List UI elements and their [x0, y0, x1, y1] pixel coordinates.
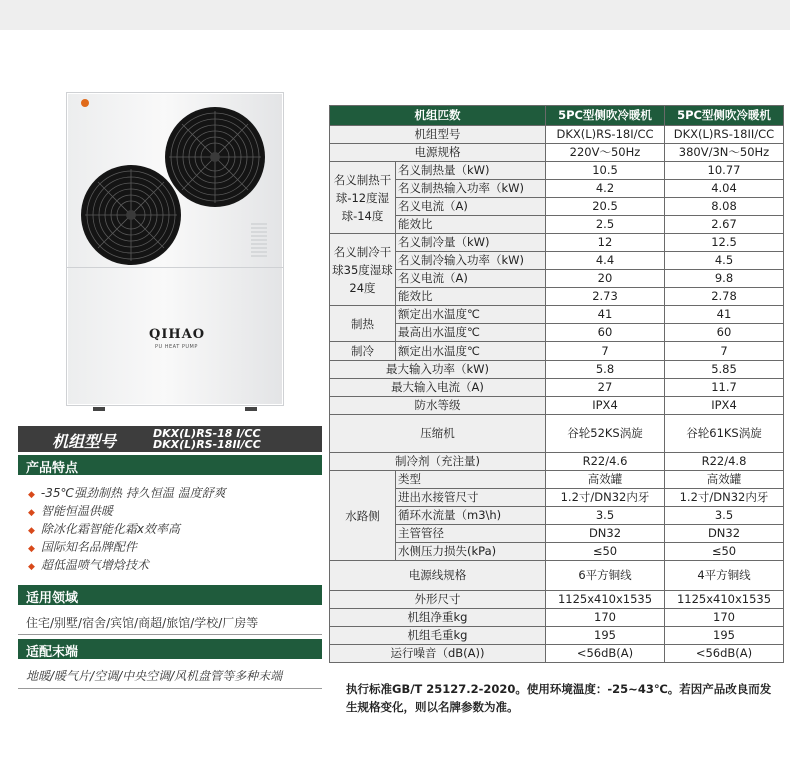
- footnote: 执行标准GB/T 25127.2-2020。使用环境温度：-25~43℃。若因产品改良而发生规格变化，则以名牌参数为准。: [346, 682, 772, 714]
- model-bar-model-2: DKX(L)RS-18II/CC: [153, 438, 261, 451]
- table-row: [330, 288, 784, 306]
- unit-foot-right: [245, 407, 257, 411]
- table-row: [330, 525, 784, 543]
- cell: 170: [665, 609, 784, 627]
- row-label: 最大输入电流（A): [330, 379, 546, 397]
- row-label: 名义制冷输入功率（kW): [396, 252, 546, 270]
- table-row: [330, 591, 784, 609]
- features-list: [18, 484, 322, 574]
- cell: 2.73: [546, 288, 665, 306]
- bullet-icon: ◆: [28, 562, 35, 572]
- spec-table: [329, 105, 784, 663]
- feature-item: [18, 520, 322, 538]
- row-label: 最高出水温度℃: [396, 324, 546, 342]
- cell: 7: [546, 342, 665, 361]
- table-row: [330, 561, 784, 591]
- divider: [18, 688, 322, 689]
- cell: 20.5: [546, 198, 665, 216]
- unit-foot-left: [93, 407, 105, 411]
- category-cell: 名义制热干球-12度湿球-14度: [330, 162, 396, 234]
- table-row: [330, 216, 784, 234]
- table-row: [330, 162, 784, 180]
- cell: 60: [546, 324, 665, 342]
- table-header-row: [330, 106, 784, 126]
- table-row: [330, 144, 784, 162]
- row-label: 名义电流（A): [396, 198, 546, 216]
- cell: 1.2寸/DN32内牙: [665, 489, 784, 507]
- table-row: [330, 306, 784, 324]
- row-label: 水侧压力损失(kPa): [396, 543, 546, 561]
- feature-item: [18, 502, 322, 520]
- table-row: [330, 324, 784, 342]
- row-label: 运行噪音（dB(A)): [330, 645, 546, 663]
- brand-subtext: PU HEAT PUMP: [155, 344, 198, 350]
- cell: 380V/3N～50Hz: [665, 144, 784, 162]
- cell: 5.85: [665, 361, 784, 379]
- side-vents: [251, 223, 267, 259]
- cell: 4.04: [665, 180, 784, 198]
- feature-text: -35℃强劲制热 持久恒温 温度舒爽: [40, 486, 226, 500]
- product-image: [66, 92, 284, 406]
- table-row: [330, 415, 784, 453]
- row-label: 机组型号: [330, 126, 546, 144]
- cell: 谷轮52KS涡旋: [546, 415, 665, 453]
- bullet-icon: ◆: [28, 508, 35, 518]
- header-cell: 5PC型侧吹冷暖机: [665, 106, 784, 126]
- row-label: 名义制冷量（kW): [396, 234, 546, 252]
- row-label: 最大输入功率（kW): [330, 361, 546, 379]
- table-row: [330, 609, 784, 627]
- feature-item: [18, 538, 322, 556]
- model-bar: [18, 426, 322, 452]
- row-label: 名义制热量（kW): [396, 162, 546, 180]
- cell: IPX4: [546, 397, 665, 415]
- top-band: [0, 0, 790, 30]
- features-heading: 产品特点: [18, 455, 322, 475]
- row-label: 循环水流量（m3\h): [396, 507, 546, 525]
- table-row: [330, 453, 784, 471]
- feature-text: 超低温喷气增焓技术: [40, 558, 149, 572]
- cell: 10.5: [546, 162, 665, 180]
- table-row: [330, 180, 784, 198]
- cell: 1125x410x1535: [546, 591, 665, 609]
- cell: 高效罐: [546, 471, 665, 489]
- row-label: 名义电流（A): [396, 270, 546, 288]
- row-label: 主管管径: [396, 525, 546, 543]
- cell: DKX(L)RS-18I/CC: [546, 126, 665, 144]
- table-row: [330, 397, 784, 415]
- cell: 220V～50Hz: [546, 144, 665, 162]
- divider: [18, 634, 322, 635]
- cell: R22/4.6: [546, 453, 665, 471]
- row-label: 电源规格: [330, 144, 546, 162]
- table-row: [330, 126, 784, 144]
- cell: 2.67: [665, 216, 784, 234]
- feature-item: [18, 484, 322, 502]
- row-label: 进出水接管尺寸: [396, 489, 546, 507]
- cell: 3.5: [546, 507, 665, 525]
- cell: 1.2寸/DN32内牙: [546, 489, 665, 507]
- terminals-heading: 适配末端: [18, 639, 322, 659]
- cell: IPX4: [665, 397, 784, 415]
- cell: 60: [665, 324, 784, 342]
- category-cell: 制冷: [330, 342, 396, 361]
- cell: 27: [546, 379, 665, 397]
- cell: 195: [546, 627, 665, 645]
- table-row: [330, 645, 784, 663]
- cell: 4.4: [546, 252, 665, 270]
- row-label: 机组毛重kg: [330, 627, 546, 645]
- cell: 7: [665, 342, 784, 361]
- table-row: [330, 342, 784, 361]
- cell: 9.8: [665, 270, 784, 288]
- row-label: 防水等级: [330, 397, 546, 415]
- cell: 3.5: [665, 507, 784, 525]
- brand-dot-icon: [81, 99, 89, 107]
- cell: 20: [546, 270, 665, 288]
- cell: 6平方铜线: [546, 561, 665, 591]
- table-row: [330, 198, 784, 216]
- cell: 10.77: [665, 162, 784, 180]
- cell: 2.78: [665, 288, 784, 306]
- table-row: [330, 270, 784, 288]
- cell: 11.7: [665, 379, 784, 397]
- table-row: [330, 507, 784, 525]
- row-label: 制冷剂（充注量): [330, 453, 546, 471]
- table-row: [330, 471, 784, 489]
- brand-logo: QIHAO: [149, 327, 206, 342]
- terminals-text: 地暖/暖气片/空调/中央空调/风机盘管等多种末端: [26, 669, 283, 683]
- category-cell: 制热: [330, 306, 396, 342]
- applications-heading: 适用领域: [18, 585, 322, 605]
- header-cell: 5PC型侧吹冷暖机: [546, 106, 665, 126]
- table-row: [330, 234, 784, 252]
- cell: 高效罐: [665, 471, 784, 489]
- cell: DN32: [665, 525, 784, 543]
- row-label: 机组净重kg: [330, 609, 546, 627]
- cell: DKX(L)RS-18II/CC: [665, 126, 784, 144]
- bullet-icon: ◆: [28, 526, 35, 536]
- row-label: 额定出水温度℃: [396, 306, 546, 324]
- cell: <56dB(A): [665, 645, 784, 663]
- table-row: [330, 489, 784, 507]
- cell: ≤50: [546, 543, 665, 561]
- table-row: [330, 361, 784, 379]
- table-row: [330, 252, 784, 270]
- header-cell: 机组匹数: [330, 106, 546, 126]
- row-label: 能效比: [396, 216, 546, 234]
- fan-bottom-icon: [81, 165, 181, 265]
- cell: 41: [546, 306, 665, 324]
- applications-text: 住宅/别墅/宿舍/宾馆/商超/旅馆/学校/厂房等: [26, 616, 259, 630]
- feature-item: [18, 556, 322, 574]
- cell: DN32: [546, 525, 665, 543]
- cell: 1125x410x1535: [665, 591, 784, 609]
- cell: 4.5: [665, 252, 784, 270]
- panel-seam: [67, 267, 283, 268]
- row-label: 名义制热输入功率（kW): [396, 180, 546, 198]
- row-label: 额定出水温度℃: [396, 342, 546, 361]
- cell: ≤50: [665, 543, 784, 561]
- cell: 12.5: [665, 234, 784, 252]
- row-label: 压缩机: [330, 415, 546, 453]
- bullet-icon: ◆: [28, 544, 35, 554]
- row-label: 外形尺寸: [330, 591, 546, 609]
- cell: 12: [546, 234, 665, 252]
- feature-text: 智能恒温供暖: [40, 504, 113, 518]
- table-row: [330, 379, 784, 397]
- cell: 8.08: [665, 198, 784, 216]
- cell: 谷轮61KS涡旋: [665, 415, 784, 453]
- cell: 41: [665, 306, 784, 324]
- cell: 195: [665, 627, 784, 645]
- cell: R22/4.8: [665, 453, 784, 471]
- row-label: 能效比: [396, 288, 546, 306]
- bullet-icon: ◆: [28, 490, 35, 500]
- category-cell: 名义制冷干球35度湿球24度: [330, 234, 396, 306]
- category-cell: 水路侧: [330, 471, 396, 561]
- model-bar-label: 机组型号: [52, 432, 117, 451]
- table-row: [330, 627, 784, 645]
- cell: 170: [546, 609, 665, 627]
- row-label: 电源线规格: [330, 561, 546, 591]
- cell: 5.8: [546, 361, 665, 379]
- cell: 4.2: [546, 180, 665, 198]
- cell: 4平方铜线: [665, 561, 784, 591]
- cell: <56dB(A): [546, 645, 665, 663]
- table-row: [330, 543, 784, 561]
- feature-text: 除冰化霜智能化霜x效率高: [40, 522, 181, 536]
- row-label: 类型: [396, 471, 546, 489]
- cell: 2.5: [546, 216, 665, 234]
- model-bar-model-1: DKX(L)RS-18 I/CC: [153, 427, 261, 440]
- feature-text: 国际知名品牌配件: [40, 540, 137, 554]
